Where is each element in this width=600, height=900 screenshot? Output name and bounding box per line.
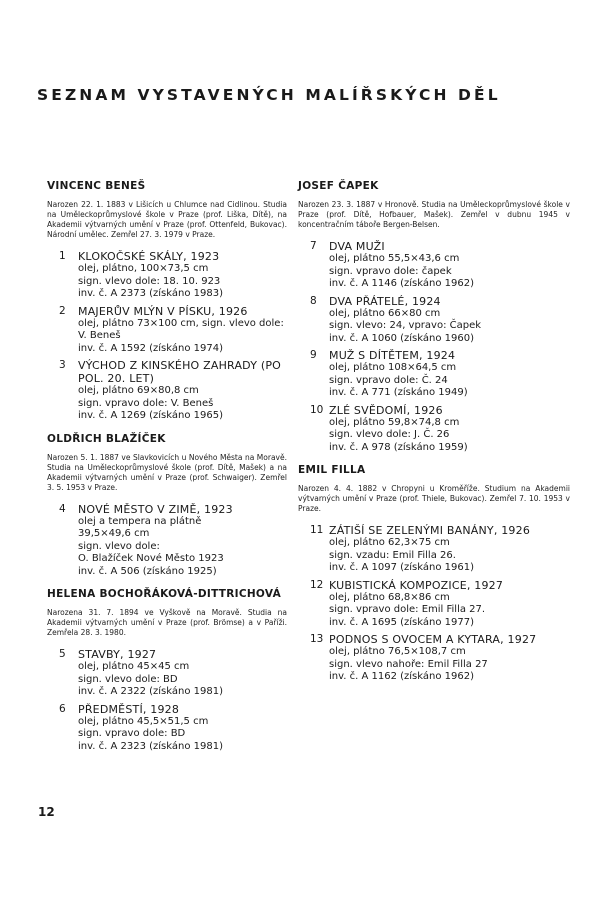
- artwork-detail-line: olej, plátno 45×45 cm: [78, 661, 190, 672]
- artwork-entry: [47, 250, 287, 301]
- artwork-detail-line: sign. vlevo dole: J. Č. 26: [329, 429, 450, 440]
- artwork-number: 7: [310, 240, 317, 252]
- artwork-details: [78, 648, 287, 699]
- artwork-detail-line: inv. č. A 771 (získáno 1949): [329, 387, 468, 398]
- artwork-detail-line: sign. vzadu: Emil Filla 26.: [329, 549, 456, 561]
- artist-biography: Narozen 4. 4. 1882 v Chropyni u Kroměříže. Studium na Akademii výtvarných umění v Praze (prof. Thiele, Bukovac). Zemřel 7. 10. 1953 v Praze.: [298, 484, 570, 513]
- artwork-entry: [298, 633, 570, 684]
- artwork-detail-line: sign. vpravo dole: Č. 24: [329, 374, 448, 386]
- page-number: 12: [38, 805, 55, 819]
- artwork-detail-line: sign. vlevo: 24, vpravo: Čapek: [329, 320, 482, 331]
- artwork-detail-line: sign. vlevo dole:: [78, 540, 160, 552]
- artwork-entry: [47, 648, 287, 699]
- artist-section: [298, 180, 570, 454]
- artwork-title: STAVBY, 1927: [78, 648, 157, 661]
- artist-biography: Narozen 5. 1. 1887 ve Slavkovicích u Nového Města na Moravě. Studia na Uměleckoprůmyslové škole (prof. Dítě, Mašek) a na Akademii výtvarných umění v Praze (prof. Schwaiger). Zemřel 3. 5. 1953 v Praze.: [47, 452, 287, 492]
- artwork-detail-line: olej, plátno 55,5×43,6 cm: [329, 253, 460, 264]
- artwork-title: MAJERŮV MLÝN V PÍSKU, 1926: [78, 304, 248, 318]
- artwork-title: DVA PŘÁTELÉ, 1924: [329, 294, 441, 308]
- artwork-detail-line: inv. č. A 1097 (získáno 1961): [329, 562, 474, 573]
- artwork-detail-line: inv. č. A 1269 (získáno 1965): [78, 410, 223, 421]
- artwork-detail-line: O. Blažíček Nové Město 1923: [78, 553, 224, 564]
- artwork-entry: [47, 503, 287, 579]
- artwork-detail-line: olej, plátno 62,3×75 cm: [329, 537, 450, 548]
- artwork-detail-line: olej, plátno 73×100 cm, sign. vlevo dole: V. Beneš: [78, 317, 284, 341]
- artist-section: [47, 588, 287, 753]
- artwork-details: [329, 404, 570, 455]
- artwork-details: [78, 503, 287, 579]
- artwork-detail-line: sign. vlevo dole: 18. 10. 923: [78, 275, 221, 287]
- artist-biography: Narozen 22. 1. 1883 v Lišicích u Chlumce nad Cidlinou. Studia na Uměleckoprůmyslové škole v Praze (prof. Liška, Dítě), na Akademii výtvarných umění v Praze (prof. Ottenfeld, Bukovac). Národní umělec. Zemřel 27. 3. 1979 v Praze.: [47, 200, 287, 239]
- artwork-detail-line: olej, plátno 76,5×108,7 cm: [329, 646, 466, 657]
- artwork-title: DVA MUŽI: [329, 240, 385, 253]
- left-column: [47, 180, 287, 763]
- artwork-entry: [298, 349, 570, 400]
- artwork-details: [329, 579, 570, 630]
- artwork-detail-line: inv. č. A 1695 (získáno 1977): [329, 616, 474, 628]
- artwork-detail-line: sign. vpravo dole: Emil Filla 27.: [329, 604, 486, 615]
- artist-name: OLDŘICH BLAŽÍČEK: [47, 432, 166, 445]
- artwork-number: 6: [59, 702, 66, 715]
- artwork-number: 4: [59, 502, 66, 515]
- artwork-title: ZLÉ SVĚDOMÍ, 1926: [329, 403, 443, 417]
- artwork-detail-line: olej, plátno 45,5×51,5 cm: [78, 715, 209, 727]
- artwork-details: [329, 295, 570, 346]
- artwork-title: MUŽ S DÍTĚTEM, 1924: [329, 349, 456, 362]
- artwork-details: [329, 633, 570, 684]
- artwork-entry: [298, 240, 570, 291]
- artwork-number: 11: [310, 524, 324, 536]
- artwork-detail-line: olej, plátno 68,8×86 cm: [329, 591, 450, 603]
- artwork-title: KUBISTICKÁ KOMPOZICE, 1927: [329, 578, 504, 592]
- artwork-entry: [47, 703, 287, 754]
- artist-name: JOSEF ČAPEK: [298, 180, 379, 192]
- artist-section: [298, 464, 570, 684]
- artwork-details: [329, 524, 570, 575]
- artwork-number: 13: [310, 633, 324, 645]
- artwork-title: ZÁTIŠÍ SE ZELENÝMI BANÁNY, 1926: [329, 524, 531, 537]
- artwork-details: [78, 305, 287, 356]
- artwork-title: VÝCHOD Z KINSKÉHO ZAHRADY (PO POL. 20. LET): [78, 359, 282, 385]
- artwork-title: PODNOS S OVOCEM A KYTARA, 1927: [329, 633, 537, 646]
- artwork-details: [78, 703, 287, 754]
- artwork-entry: [298, 295, 570, 346]
- artwork-detail-line: inv. č. A 978 (získáno 1959): [329, 441, 468, 453]
- artwork-number: 10: [310, 403, 324, 416]
- artwork-detail-line: sign. vpravo dole: čapek: [329, 265, 452, 277]
- artwork-details: [329, 240, 570, 291]
- artwork-number: 2: [59, 304, 66, 317]
- artist-name: HELENA BOCHOŘÁKOVÁ-DITTRICHOVÁ: [47, 588, 282, 600]
- artwork-number: 9: [310, 349, 317, 361]
- artwork-entry: [298, 404, 570, 455]
- artwork-details: [329, 349, 570, 400]
- artwork-detail-line: olej, plátno 69×80,8 cm: [78, 385, 199, 396]
- right-column: [298, 180, 570, 694]
- artwork-entry: [298, 524, 570, 575]
- artwork-detail-line: sign. vlevo dole: BD: [78, 673, 178, 685]
- artwork-detail-line: olej, plátno 59,8×74,8 cm: [329, 416, 460, 428]
- artwork-number: 12: [310, 578, 324, 591]
- artwork-detail-line: inv. č. A 1162 (získáno 1962): [329, 671, 474, 682]
- artwork-detail-line: sign. vlevo nahoře: Emil Filla 27: [329, 658, 488, 670]
- artwork-detail-line: inv. č. A 1060 (získáno 1960): [329, 332, 474, 344]
- artwork-title: PŘEDMĚSTÍ, 1928: [78, 702, 180, 716]
- artwork-details: [78, 250, 287, 301]
- artist-name: EMIL FILLA: [298, 464, 366, 476]
- artwork-title: KLOKOČSKÉ SKÁLY, 1923: [78, 250, 220, 263]
- artwork-detail-line: inv. č. A 2373 (získáno 1983): [78, 288, 223, 299]
- artwork-detail-line: inv. č. A 506 (získáno 1925): [78, 565, 217, 577]
- artwork-detail-line: 39,5×49,6 cm: [78, 528, 150, 539]
- artwork-number: 8: [310, 294, 317, 307]
- artwork-number: 1: [59, 250, 66, 262]
- artwork-entry: [47, 305, 287, 356]
- artwork-detail-line: inv. č. A 1146 (získáno 1962): [329, 278, 474, 289]
- artist-biography: Narozena 31. 7. 1894 ve Vyškově na Moravě. Studia na Akademii výtvarných umění v Praze (prof. Brömse) a v Paříži. Zemřela 28. 3. 1980.: [47, 608, 287, 637]
- artwork-number: 5: [59, 648, 66, 660]
- artwork-detail-line: inv. č. A 2322 (získáno 1981): [78, 686, 223, 697]
- artwork-entry: [298, 579, 570, 630]
- artist-section: [47, 433, 287, 579]
- artwork-detail-line: olej, plátno 66×80 cm: [329, 307, 441, 319]
- artwork-detail-line: inv. č. A 2323 (získáno 1981): [78, 740, 223, 752]
- artwork-entry: [47, 359, 287, 423]
- artwork-detail-line: sign. vpravo dole: V. Beneš: [78, 397, 214, 409]
- artist-section: [47, 180, 287, 423]
- artist-biography: Narozen 23. 3. 1887 v Hronově. Studia na Uměleckoprůmyslové škole v Praze (prof. Dítě, Hofbauer, Mašek). Zemřel v dubnu 1945 v koncentračním táboře Bergen-Belsen.: [298, 200, 570, 229]
- artwork-title: NOVÉ MĚSTO V ZIMĚ, 1923: [78, 502, 233, 516]
- artwork-detail-line: olej a tempera na plátně: [78, 515, 202, 527]
- page-title: SEZNAM VYSTAVENÝCH MALÍŘSKÝCH DĚL: [37, 86, 501, 104]
- artwork-details: [78, 359, 287, 423]
- artist-name: VINCENC BENEŠ: [47, 180, 146, 192]
- artwork-detail-line: olej, plátno, 100×73,5 cm: [78, 263, 209, 274]
- artwork-number: 3: [59, 359, 66, 371]
- artwork-detail-line: inv. č. A 1592 (získáno 1974): [78, 342, 223, 354]
- artwork-detail-line: sign. vpravo dole: BD: [78, 728, 186, 739]
- artwork-detail-line: olej, plátno 108×64,5 cm: [329, 362, 457, 373]
